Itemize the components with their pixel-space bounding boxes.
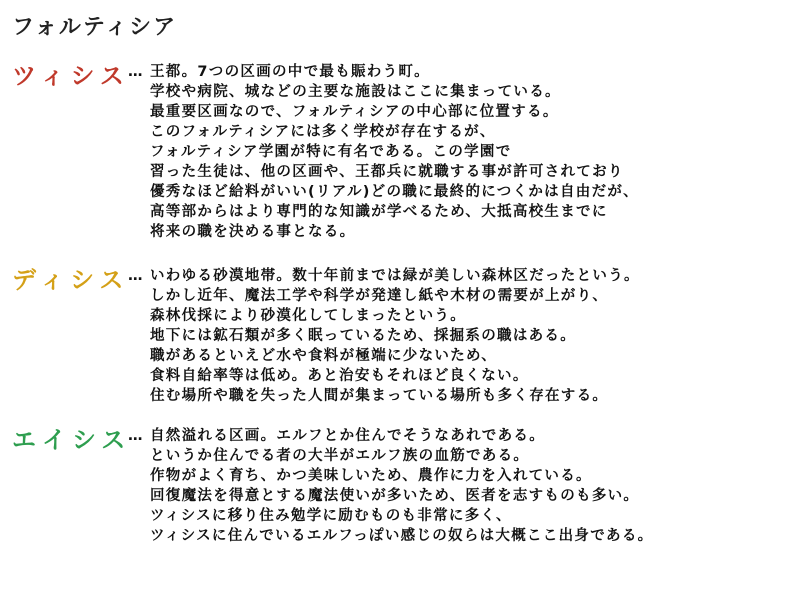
description-line: このフォルティシアには多く学校が存在するが、 [150,124,496,140]
description-line: 森林伐採により砂漠化してしまったという。 [150,308,466,324]
section-heading: エイシス [12,426,132,454]
section-heading: ツィシス [12,62,130,90]
ellipsis-marker: … [128,428,143,444]
description-line: 地下には鉱石類が多く眠っているため、採掘系の職はある。 [150,328,577,344]
section-heading: ディシス [12,266,130,294]
description-line: 職があるといえど水や食料が極端に少ないため、 [150,348,498,364]
description-line: 住む場所や職を失った人間が集まっている場所も多く存在する。 [150,388,609,404]
description-line: いわゆる砂漠地帯。数十年前までは緑が美しい森林区だったという。 [150,268,640,284]
description-line: ツィシスに移り住み勉学に励むものも非常に多く、 [150,508,512,524]
ellipsis-marker: … [128,268,143,284]
description-line: というか住んでる者の大半がエルフ族の血筋である。 [150,448,530,464]
description-line: 将来の職を決める事となる。 [150,224,356,240]
description-line: 王都。7つの区画の中で最も賑わう町。 [150,64,430,80]
description-line: しかし近年、魔法工学や科学が発達し紙や木材の需要が上がり、 [150,288,609,304]
description-line: 食料自給率等は低め。あと治安もそれほど良くない。 [150,368,529,384]
section-description [150,426,653,546]
section-description [150,266,640,406]
description-line: 習った生徒は、他の区画や、王都兵に就職する事が許可されており [150,164,624,180]
description-line: 優秀なほど給料がいい(リアル)どの職に最終的につくかは自由だが、 [150,184,639,200]
description-line: 自然溢れる区画。エルフとか住んでそうなあれである。 [150,428,545,444]
description-line: 学校や病院、城などの主要な施設はここに集まっている。 [150,84,561,100]
description-line: フォルティシア学園が特に有名である。この学園で [150,144,512,160]
description-line: 最重要区画なので、フォルティシアの中心部に位置する。 [150,104,559,120]
section-description [150,62,639,242]
description-line: 高等部からはより専門的な知識が学べるため、大抵高校生までに [150,204,608,220]
description-line: ツィシスに住んでいるエルフっぽい感じの奴らは大概ここ出身である。 [150,528,654,544]
page-title: フォルティシア [12,15,178,40]
description-line: 回復魔法を得意とする魔法使いが多いため、医者を志すものも多い。 [150,488,640,504]
description-line: 作物がよく育ち、かつ美味しいため、農作に力を入れている。 [150,468,592,484]
ellipsis-marker: … [128,64,143,80]
